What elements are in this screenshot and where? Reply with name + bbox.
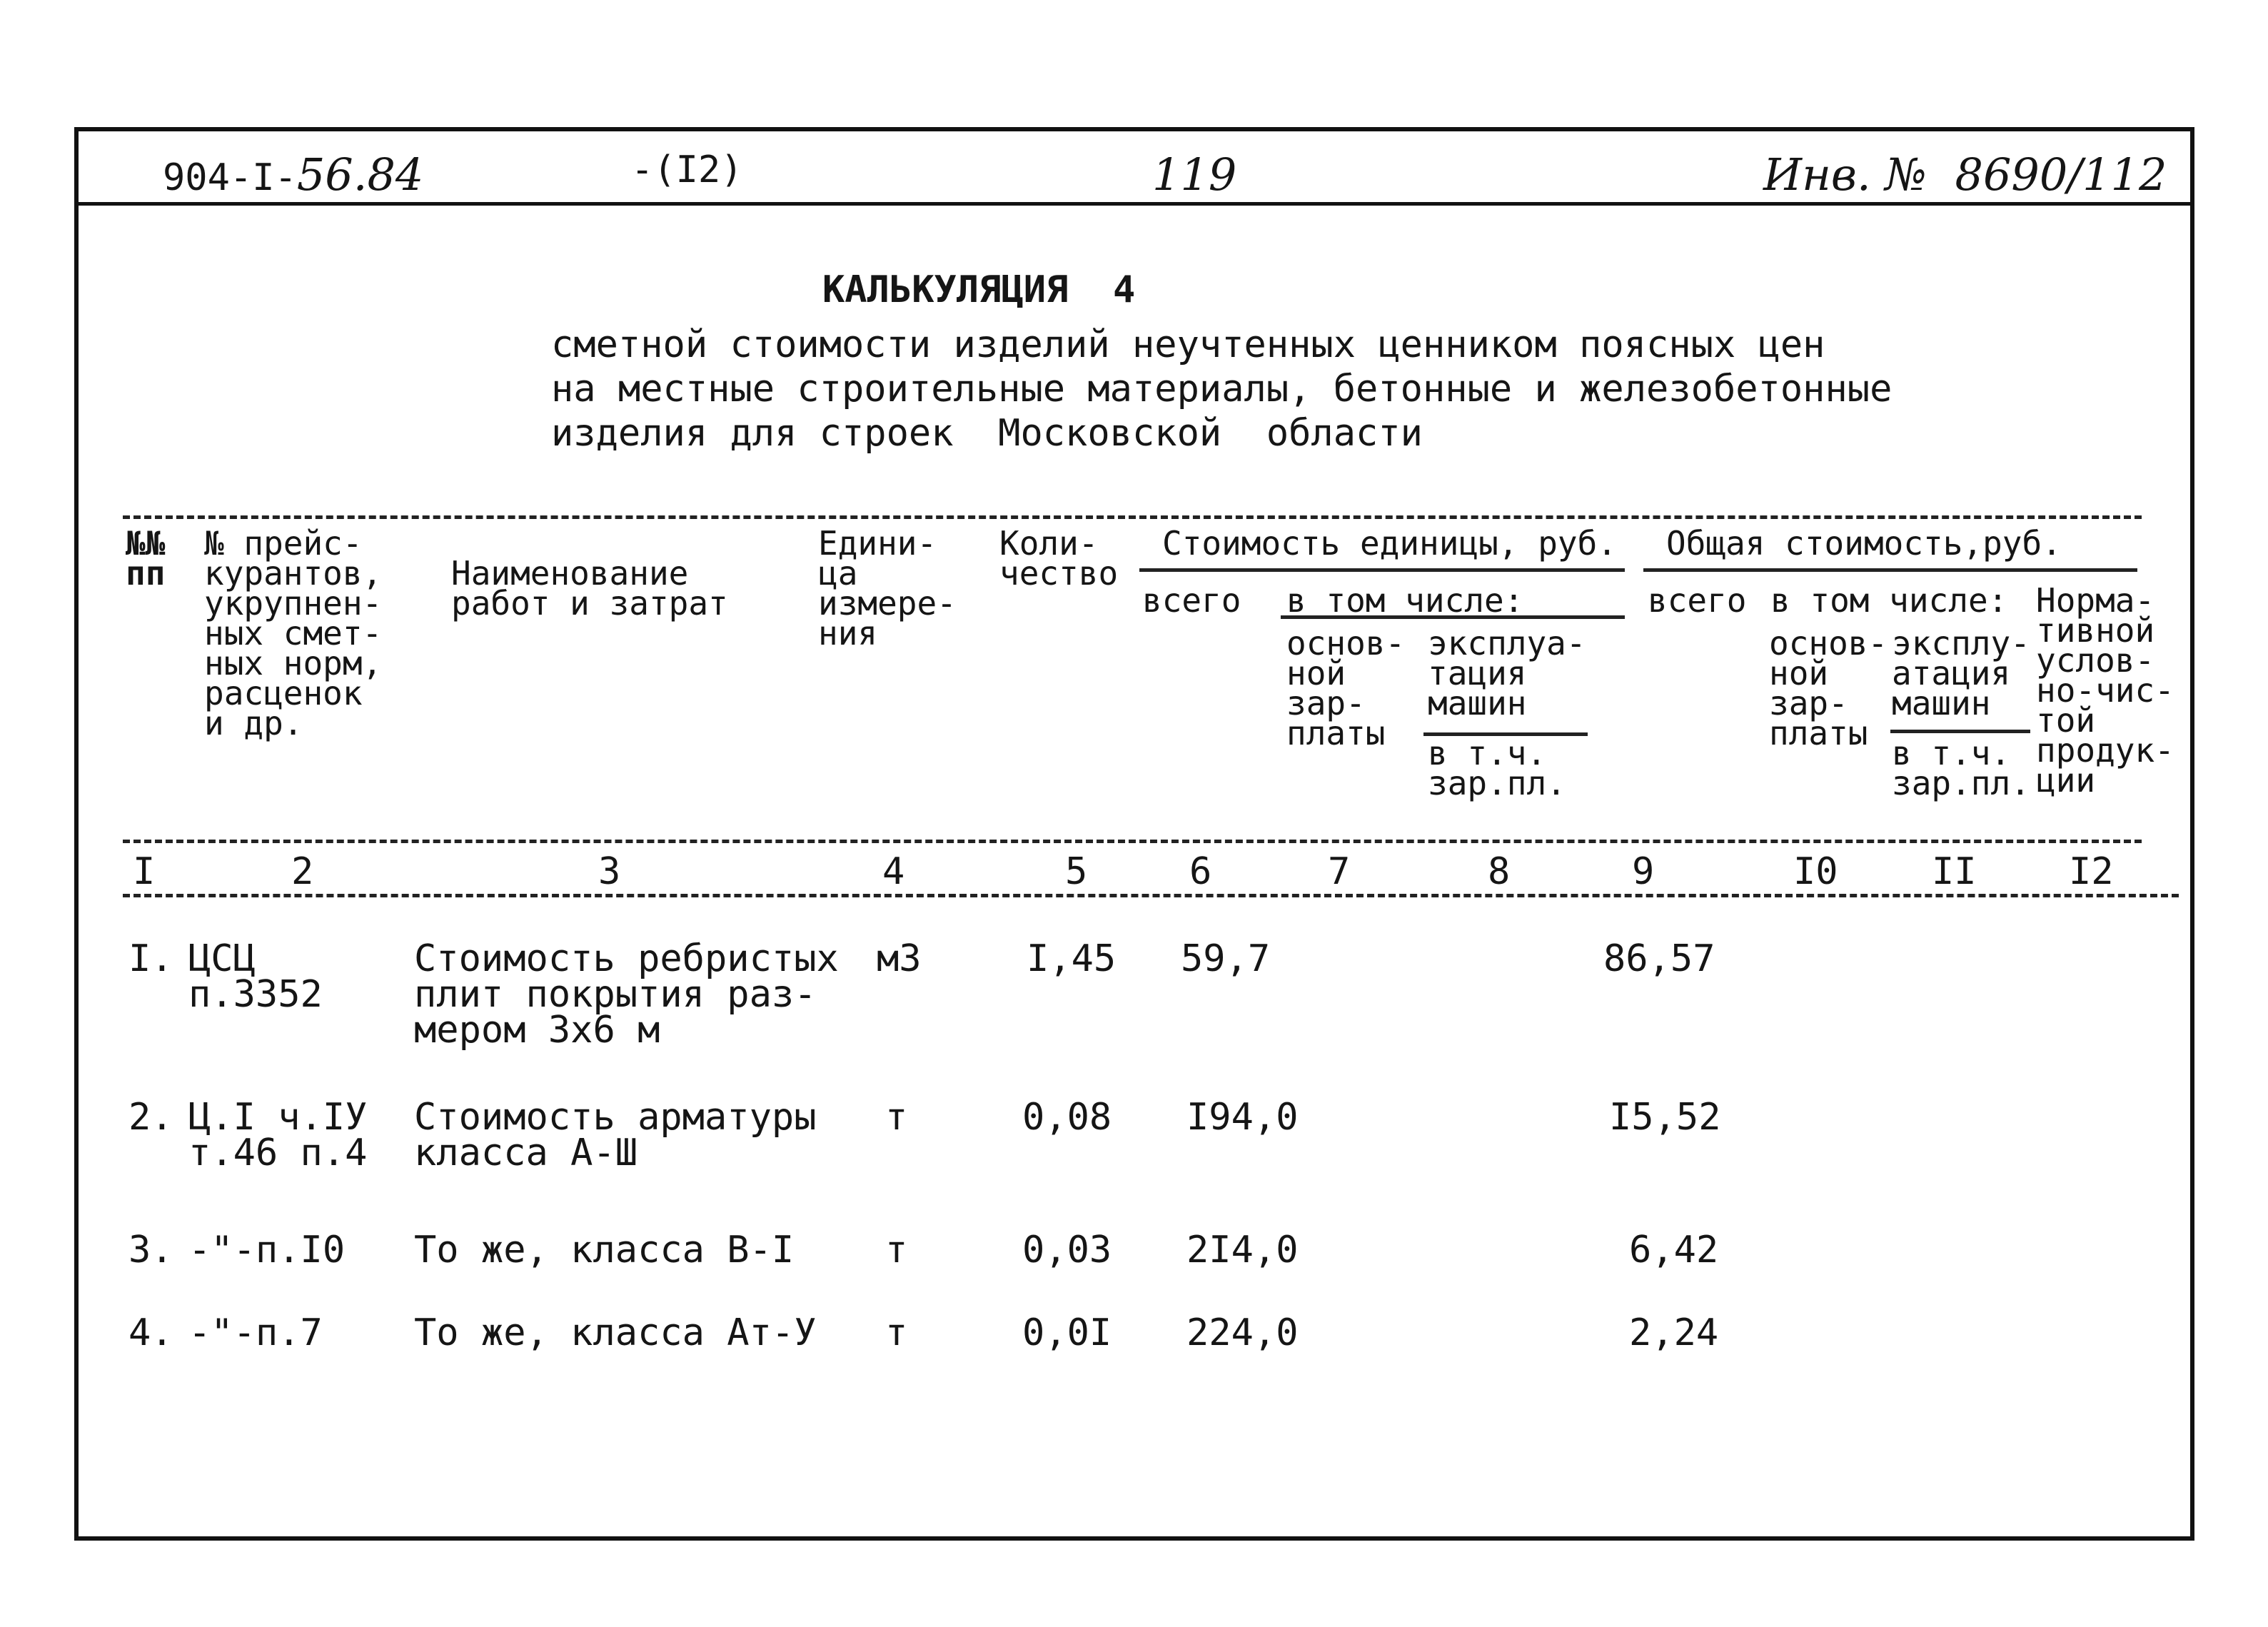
header-bottom-rule (123, 840, 2142, 843)
row4-num: 4. (128, 1311, 173, 1354)
col-number-7: 7 (1328, 850, 1351, 893)
col-number-5: 5 (1065, 850, 1088, 893)
col2-header: № прейс- курантов, укрупнен- ных смет- ных норм, расценок и др. (204, 524, 383, 742)
col6-header: всего (1142, 581, 1241, 620)
column-number-rule (123, 894, 2179, 897)
row1-total: 86,57 (1603, 937, 1715, 980)
row4-qty: 0,0I (1022, 1311, 1112, 1354)
col-number-10: I0 (1793, 850, 1838, 893)
unit-incl-header: в том числе: (1286, 581, 1524, 620)
row3-name: То же, класса В-I (414, 1229, 795, 1271)
sheet-number: -(I2) (631, 148, 743, 191)
row1-num: I. (128, 937, 173, 980)
total-cost-header: Общая стоимость,руб. (1666, 524, 2062, 563)
page-number: 119 (1152, 148, 1237, 201)
row1-unit: м3 (877, 937, 922, 980)
col-number-11: II (1932, 850, 1977, 893)
row3-total: 6,42 (1629, 1229, 1719, 1271)
total-incl-header: в том числе: (1770, 581, 2008, 620)
row1-name: Стоимость ребристых плит покрытия раз- мером 3х6 м (414, 937, 839, 1052)
col-number-9: 9 (1632, 850, 1655, 893)
row4-name: То же, класса Ат-У (414, 1311, 817, 1354)
col-number-2: 2 (291, 850, 314, 893)
row4-unit-total: 224,0 (1186, 1311, 1299, 1354)
col9-header: всего (1648, 581, 1747, 620)
document-heading: КАЛЬКУЛЯЦИЯ 4 (822, 268, 1136, 311)
total-cost-rule (1643, 568, 2137, 572)
col8-header: эксплуа- тация машин (1428, 624, 1586, 722)
row3-unit: т (885, 1229, 908, 1271)
row1-ref: ЦСЦ п.3352 (188, 937, 323, 1016)
row4-ref: -"-п.7 (188, 1311, 323, 1354)
row1-qty: I,45 (1027, 937, 1117, 980)
row4-total: 2,24 (1629, 1311, 1719, 1354)
col1-header: №№ пп (126, 524, 166, 593)
table-top-rule (123, 515, 2142, 519)
row3-unit-total: 2I4,0 (1186, 1229, 1299, 1271)
col5-header: Коли- чество (999, 524, 1119, 593)
col-number-1: I (133, 850, 156, 893)
doc-code-handwritten: 56.84 (296, 148, 424, 201)
title-line-2: на местные строительные материалы, бетонные и железобетонные (551, 368, 1892, 410)
doc-code (163, 148, 423, 201)
row4-unit: т (885, 1311, 908, 1354)
c11-machine-rule (1890, 730, 2030, 733)
col12-header: Норма- тивной услов- но-чис- той продук- ции (2036, 581, 2174, 800)
col-number-4: 4 (882, 850, 905, 893)
row2-ref: Ц.I ч.IУ т.46 п.4 (188, 1096, 368, 1174)
row2-qty: 0,08 (1022, 1096, 1112, 1139)
col10-header: основ- ной зар- платы (1769, 624, 1888, 752)
row2-total: I5,52 (1609, 1096, 1721, 1139)
col-number-8: 8 (1488, 850, 1511, 893)
title-line-3: изделия для строек Московской области (551, 412, 1423, 455)
row1-unit-total: 59,7 (1181, 937, 1271, 980)
header-rule (74, 202, 2194, 206)
inventory-number: Инв. № 8690/112 (1763, 148, 2167, 201)
row3-ref: -"-п.I0 (188, 1229, 346, 1271)
row2-name: Стоимость арматуры класса А-Ш (414, 1096, 817, 1174)
row2-num: 2. (128, 1096, 173, 1139)
col11-header: эксплу- атация машин (1892, 624, 2030, 722)
doc-code-prefix: 904-I- (163, 156, 297, 199)
col7-header: основ- ной зар- платы (1286, 624, 1406, 752)
title-line-1: сметной стоимости изделий неучтенных ценником поясных цен (551, 323, 1825, 366)
unit-cost-rule (1139, 568, 1625, 572)
col-number-6: 6 (1189, 850, 1212, 893)
unit-cost-header: Стоимость единицы, руб. (1162, 524, 1617, 563)
col-number-3: 3 (598, 850, 621, 893)
row2-unit-total: I94,0 (1186, 1096, 1299, 1139)
row3-num: 3. (128, 1229, 173, 1271)
col8-sub-header: в т.ч. зар.пл. (1428, 734, 1566, 802)
col-number-12: I2 (2069, 850, 2114, 893)
col3-header: Наименование работ и затрат (451, 554, 728, 623)
row3-qty: 0,03 (1022, 1229, 1112, 1271)
row2-unit: т (885, 1096, 908, 1139)
col11-sub-header: в т.ч. зар.пл. (1892, 734, 2030, 802)
col4-header: Едини- ца измере- ния (818, 524, 957, 653)
